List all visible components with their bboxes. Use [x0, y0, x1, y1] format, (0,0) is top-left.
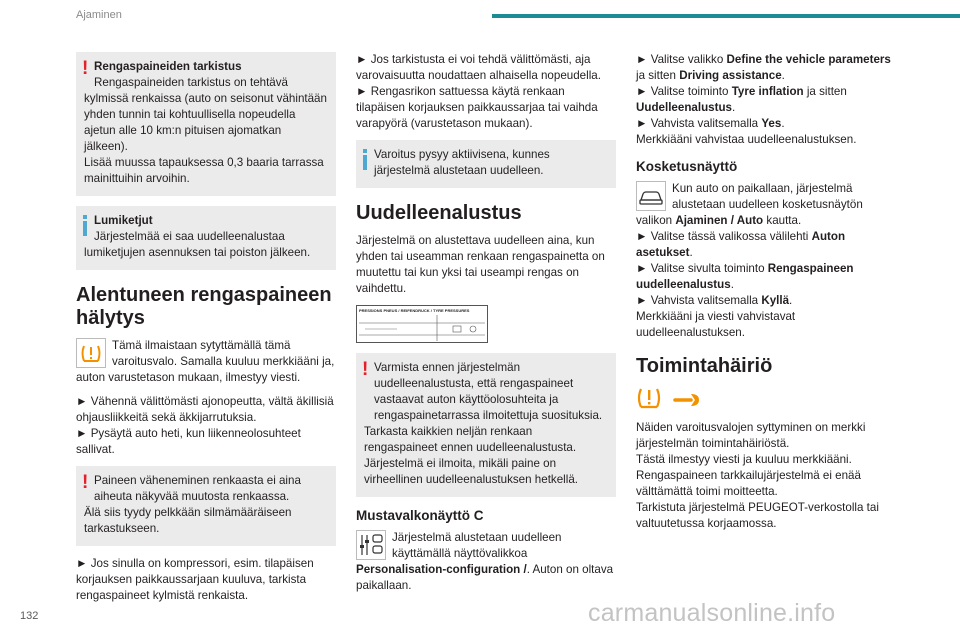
paragraph: ► Jos sinulla on kompressori, esim. tilapäisen korjauksen paikkaussarjaan kuuluva, tarkista rengaspaineet kylmistä renkaista.	[76, 557, 314, 602]
paragraph: Merkkiääni vahvistaa uudelleenalustuksen.	[636, 133, 857, 146]
paragraph: ► Vahvista valitsemalla Kyllä.	[636, 294, 793, 307]
box-text: Varmista ennen järjestelmän	[374, 361, 521, 374]
box-text: järjestelmä alustetaan uudelleen.	[374, 164, 544, 177]
paragraph: ► Valitse sivulta toiminto Rengaspaineen uudelleenalustus.	[636, 262, 854, 291]
paragraph: Järjestelmä alustetaan uudelleen käyttämällä näyttövalikkoa Personalisation-configuration /. Auton on oltava paikallaan.	[356, 531, 614, 592]
paragraph: ► Pysäytä auto heti, kun liikenneolosuhteet sallivat.	[76, 427, 301, 456]
watermark: carmanualsonline.info	[588, 599, 836, 627]
paragraph: Merkkiääni ja viesti vahvistavat uudelleenalustuksen.	[636, 310, 796, 339]
box-text: Varoitus pysyy aktiivisena, kunnes	[374, 148, 550, 161]
paragraph: Kun auto on paikallaan, järjestelmä alustetaan uudelleen kosketusnäytön valikon Ajaminen / Auto kautta.	[636, 182, 863, 227]
column-2	[356, 52, 616, 602]
tyre-pressure-warning-icon	[76, 338, 106, 368]
label-graphic-icon	[357, 313, 487, 343]
box-text: Järjestelmää ei saa uudelleenalustaa	[94, 230, 285, 243]
box-text: aiheuta näkyvää muutosta renkaassa.	[94, 490, 290, 503]
warning-box-pressure-drop	[76, 466, 336, 546]
box-text: Lisää muussa tapauksessa 0,3 baaria tarrassa mainittuihin arvoihin.	[84, 156, 324, 185]
info-box-snow-chains	[76, 206, 336, 270]
header-accent-bar	[492, 14, 960, 18]
paragraph: ► Rengasrikon sattuessa käytä renkaan tilapäisen korjauksen paikkaussarjaa tai vaihda varapyörä (varustetason mukaan).	[356, 85, 598, 130]
warning-box-tyre-check	[76, 52, 336, 196]
box-text: Rengaspaineiden tarkistus on tehtävä	[94, 76, 289, 89]
exclamation-icon: !	[362, 359, 369, 380]
car-icon	[636, 181, 666, 211]
section-heading: Alentuneen rengaspaineen hälytys	[76, 284, 332, 329]
info-icon	[363, 149, 367, 170]
subsection-heading: Kosketusnäyttö	[636, 159, 738, 174]
box-text: Paineen väheneminen renkaasta ei aina	[94, 474, 301, 487]
column-1	[76, 52, 336, 612]
paragraph: ► Vähennä välittömästi ajonopeutta, vältä äkillisiä ohjausliikkeitä sekä äkkijarrutuksia.	[76, 395, 334, 424]
paragraph: ► Vahvista valitsemalla Yes.	[636, 117, 785, 130]
section-heading: Uudelleenalustus	[356, 202, 522, 224]
paragraph: ► Valitse valikko Define the vehicle parameters ja sitten Driving assistance.	[636, 53, 891, 82]
tyre-pressure-label-image	[356, 305, 488, 343]
box-title: Lumiketjut	[94, 214, 153, 227]
box-text: Järjestelmä ei ilmoita, mikäli paine on virheellinen uudelleenalustuksen hetkellä.	[364, 457, 578, 486]
subsection-heading: Mustavalkonäyttö C	[356, 508, 484, 523]
label-text: PRESSIONS PNEUS / REIFENDRUCK / TYRE PRESSURES	[359, 308, 470, 313]
info-icon	[83, 215, 87, 236]
box-text: Tarkasta kaikkien neljän renkaan rengaspaineet ennen uudelleenalustusta.	[364, 425, 577, 454]
box-text: kylmissä renkaissa (auto on seisonut vähintään yhden tunnin tai kohtuullisella nopeudella ajetun alle 10 km:n pituisen ajomatkan jälkeen).	[84, 92, 327, 153]
column-3	[636, 52, 896, 532]
box-text: Älä siis tyydy pelkkään silmämääräiseen tarkastukseen.	[84, 506, 292, 535]
display-menu-icon	[356, 530, 386, 560]
wrench-icon	[673, 386, 701, 410]
page-number: 132	[20, 610, 39, 622]
section-heading: Toimintahäiriö	[636, 355, 773, 377]
exclamation-icon: !	[82, 58, 89, 79]
box-title: Rengaspaineiden tarkistus	[94, 60, 242, 73]
header-section: Ajaminen	[76, 9, 122, 21]
paragraph: ► Valitse tässä valikossa välilehti Auton asetukset.	[636, 230, 846, 259]
exclamation-icon: !	[82, 472, 89, 493]
tyre-pressure-warning-icon	[636, 386, 662, 410]
paragraph: ► Valitse toiminto Tyre inflation ja sitten Uudelleenalustus.	[636, 85, 847, 114]
paragraph: Rengaspaineen tarkkailujärjestelmä ei enää välttämättä toimi moitteetta.	[636, 469, 861, 498]
info-box-warning-active	[356, 140, 616, 188]
box-text: lumiketjujen asennuksen tai poiston jälkeen.	[84, 246, 311, 259]
warning-box-before-reset	[356, 353, 616, 497]
paragraph: Tarkistuta järjestelmä PEUGEOT-verkostolla tai valtuutetussa korjaamossa.	[636, 501, 879, 530]
paragraph: ► Jos tarkistusta ei voi tehdä välittömästi, aja varovaisuutta noudattaen alhaisella nopeudella.	[356, 53, 601, 82]
warning-lights-row	[636, 386, 896, 414]
paragraph: Tämä ilmaistaan sytyttämällä tämä varoitusvalo. Samalla kuuluu merkkiääni ja, auton varustetason mukaan, ilmestyy viesti.	[76, 339, 335, 384]
paragraph: Tästä ilmestyy viesti ja kuuluu merkkiääni.	[636, 453, 852, 466]
paragraph: Järjestelmä on alustettava uudelleen aina, kun yhden tai useamman renkaan rengaspainetta on muutettu tai kun yksi tai useampi rengas on vaihdettu.	[356, 234, 605, 295]
paragraph: Näiden varoitusvalojen syttyminen on merkki järjestelmän toimintahäiriöstä.	[636, 421, 866, 450]
box-text: uudelleenalustusta, että rengaspaineet vastaavat auton käyttöolosuhteita ja rengaspainetarrassa ilmoitettuja suosituksia.	[374, 377, 603, 422]
